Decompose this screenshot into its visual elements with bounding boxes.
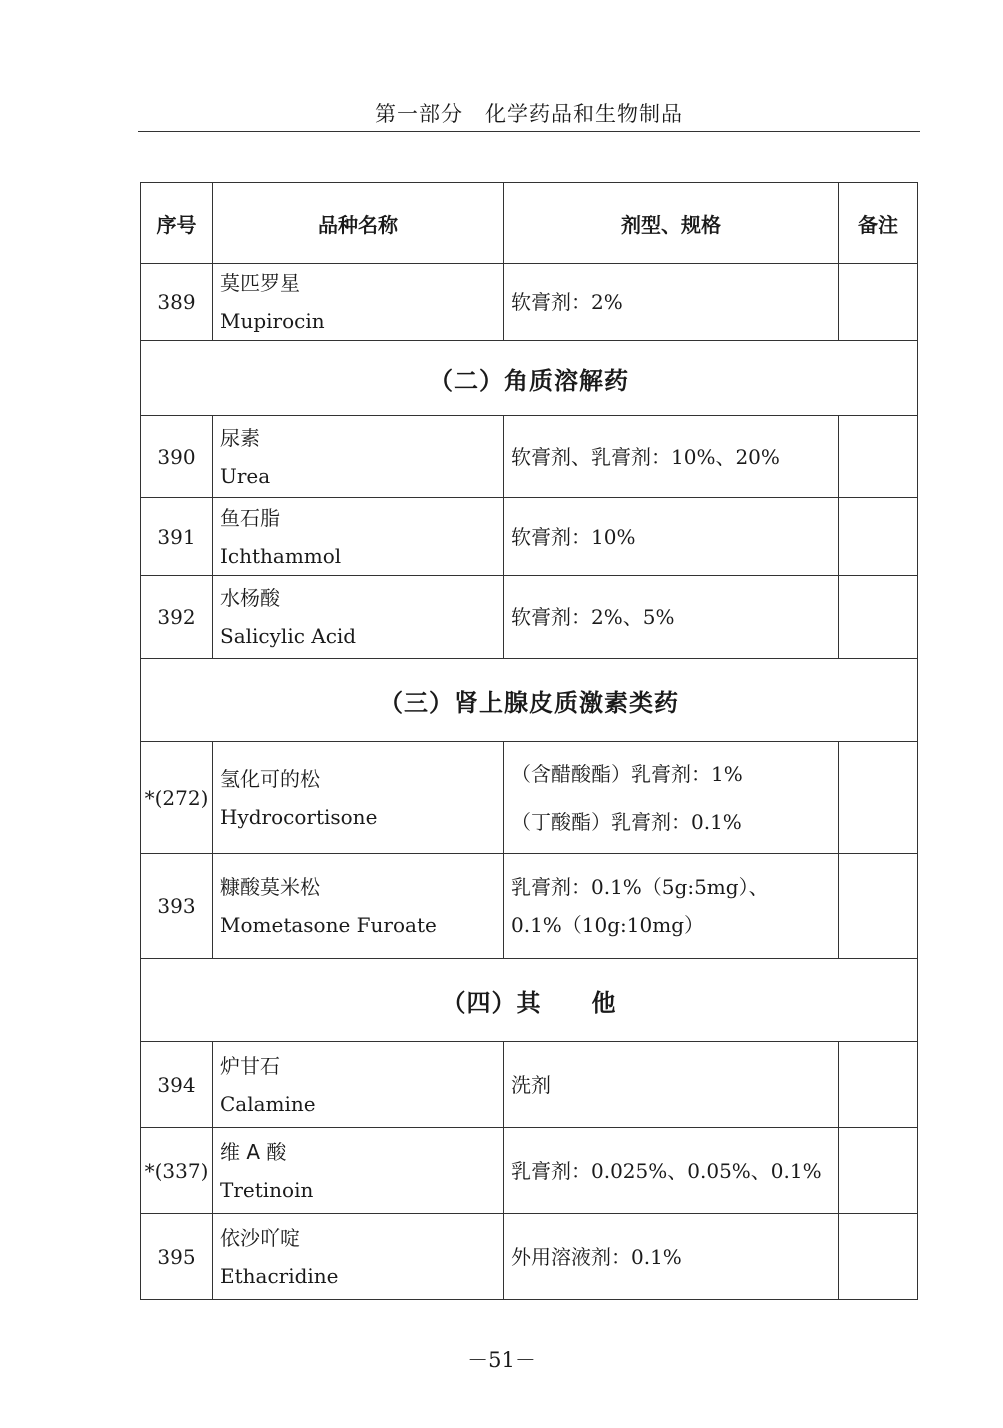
item-name: [213, 576, 504, 659]
item-form-line: 软膏剂、乳膏剂：10%、20%: [511, 444, 780, 469]
column-header-no: 序号: [141, 183, 213, 264]
item-number: 393: [141, 854, 213, 959]
item-form-line: 0.1%（10g:10mg）: [511, 913, 705, 937]
table-row: [141, 1128, 918, 1214]
item-name-cn: 炉甘石: [220, 1053, 280, 1078]
item-name: [213, 1042, 504, 1128]
table-header-row: [141, 183, 918, 264]
item-form-line: 乳膏剂：0.025%、0.05%、0.1%: [511, 1158, 822, 1183]
item-form: [504, 576, 839, 659]
item-form: [504, 498, 839, 576]
item-name: [213, 854, 504, 959]
item-form-line: 外用溶液剂：0.1%: [511, 1244, 682, 1269]
item-form: [504, 1214, 839, 1300]
item-name-en: Calamine: [220, 1091, 316, 1116]
item-form: [504, 416, 839, 498]
column-header-name: 品种名称: [213, 183, 504, 264]
page-header: 第一部分 化学药品和生物制品: [375, 102, 683, 126]
section-title: （三）肾上腺皮质激素类药: [141, 659, 918, 742]
table-row: [141, 416, 918, 498]
item-note: [839, 576, 918, 659]
table-row: [141, 1214, 918, 1300]
section-title: （二）角质溶解药: [141, 341, 918, 416]
item-form: [504, 1042, 839, 1128]
item-name: [213, 742, 504, 854]
item-form-line: 乳膏剂：0.1%（5g:5mg）、: [511, 875, 769, 899]
item-note: [839, 1128, 918, 1214]
item-name-en: Urea: [220, 463, 271, 488]
item-name: [213, 498, 504, 576]
table-row: [141, 742, 918, 854]
item-name-en: Mometasone Furoate: [220, 913, 437, 937]
item-note: [839, 1042, 918, 1128]
item-number: *(272): [141, 742, 213, 854]
item-name-cn: 鱼石脂: [220, 505, 280, 530]
section-row: [141, 659, 918, 742]
table-row: [141, 576, 918, 659]
item-form: [504, 854, 839, 959]
item-number: 389: [141, 264, 213, 341]
item-note: [839, 416, 918, 498]
drug-table: [140, 182, 918, 1300]
item-form: [504, 1128, 839, 1214]
item-note: [839, 1214, 918, 1300]
item-name-en: Ethacridine: [220, 1263, 339, 1288]
item-form-line: （丁酸酯）乳膏剂：0.1%: [511, 809, 742, 834]
item-name: [213, 416, 504, 498]
item-name-cn: 尿素: [220, 425, 260, 450]
item-name-en: Tretinoin: [220, 1177, 314, 1202]
table-row: [141, 1042, 918, 1128]
item-form-line: 软膏剂：10%: [511, 524, 636, 549]
item-number: 394: [141, 1042, 213, 1128]
item-name: [213, 264, 504, 341]
item-name-cn: 依沙吖啶: [220, 1225, 300, 1250]
item-note: [839, 742, 918, 854]
column-header-form: 剂型、规格: [504, 183, 839, 264]
item-name-en: Ichthammol: [220, 543, 342, 568]
page-number: －51－: [467, 1348, 536, 1372]
item-name-cn: 糠酸莫米松: [220, 875, 320, 899]
item-name-cn: 维 A 酸: [220, 1139, 287, 1164]
table-row: [141, 264, 918, 341]
section-row: [141, 959, 918, 1042]
item-number: 390: [141, 416, 213, 498]
item-number: 392: [141, 576, 213, 659]
item-form: [504, 742, 839, 854]
item-form-line: （含醋酸酯）乳膏剂：1%: [511, 761, 743, 786]
item-number: 395: [141, 1214, 213, 1300]
item-form: [504, 264, 839, 341]
header-divider: [138, 131, 920, 132]
table-row: [141, 498, 918, 576]
column-header-note: 备注: [839, 183, 918, 264]
item-form-line: 软膏剂：2%: [511, 290, 623, 314]
section-row: [141, 341, 918, 416]
table-row: [141, 854, 918, 959]
item-name-cn: 莫匹罗星: [220, 271, 300, 295]
section-title: （四）其 他: [141, 959, 918, 1042]
item-name-cn: 水杨酸: [220, 586, 280, 610]
item-name-en: Mupirocin: [220, 309, 325, 333]
item-note: [839, 498, 918, 576]
item-number: 391: [141, 498, 213, 576]
item-name-en: Salicylic Acid: [220, 624, 357, 648]
item-name: [213, 1128, 504, 1214]
item-name-cn: 氢化可的松: [220, 766, 320, 791]
item-form-line: 洗剂: [511, 1072, 551, 1097]
item-name: [213, 1214, 504, 1300]
item-form-line: 软膏剂：2%、5%: [511, 605, 675, 629]
item-note: [839, 854, 918, 959]
item-number: *(337): [141, 1128, 213, 1214]
item-name-en: Hydrocortisone: [220, 804, 378, 829]
item-note: [839, 264, 918, 341]
